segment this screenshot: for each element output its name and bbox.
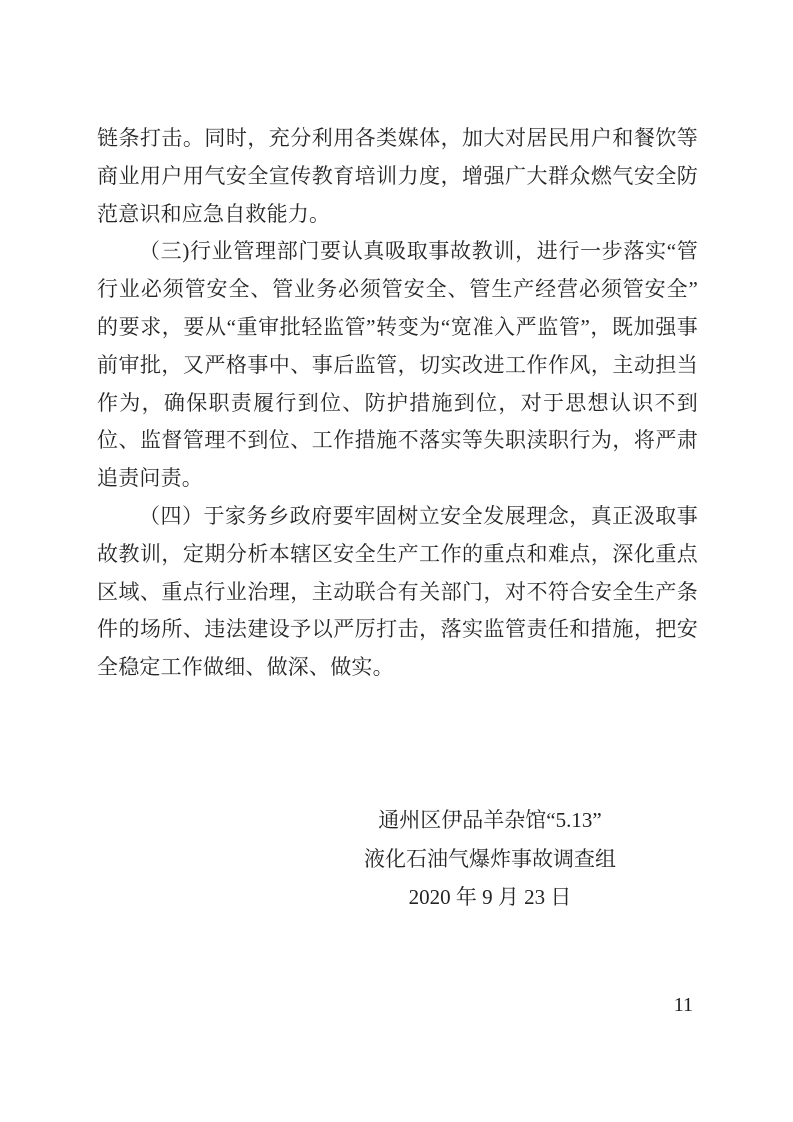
signature-org-line-1: 通州区伊品羊杂馆“5.13”	[378, 808, 602, 832]
signature-date: 2020 年 9 月 23 日	[408, 885, 572, 909]
signature-block	[359, 801, 621, 917]
signature-org-line-2: 液化石油气爆炸事故调查组	[364, 846, 616, 871]
document-body	[97, 120, 698, 687]
paragraph-item-four: （四）于家务乡政府要牢固树立安全发展理念，真正汲取事故教训，定期分析本辖区安全生产工作的重点和难点，深化重点区域、重点行业治理，主动联合有关部门，对不符合安全生产条件的场所、违法建设予以严厉打击，落实监管责任和措施，把安全稳定工作做细、做深、做实。	[97, 503, 698, 680]
page-number: 11	[673, 994, 693, 1016]
paragraph-item-three: （三)行业管理部门要认真吸取事故教训，进行一步落实“管行业必须管安全、管业务必须管安全、管生产经营必须管安全”的要求，要从“重审批轻监管”转变为“宽准入严监管”，既加强事前审批，又严格事中、事后监管，切实改进工作作风，主动担当作为，确保职责履行到位、防护措施到位，对于思想认识不到位、监督管理不到位、工作措施不落实等失职渎职行为，将严肃追责问责。	[97, 239, 698, 491]
paragraph-continuation: 链条打击。同时，充分利用各类媒体，加大对居民用户和餐饮等商业用户用气安全宣传教育培训力度，增强广大群众燃气安全防范意识和应急自救能力。	[97, 126, 698, 226]
